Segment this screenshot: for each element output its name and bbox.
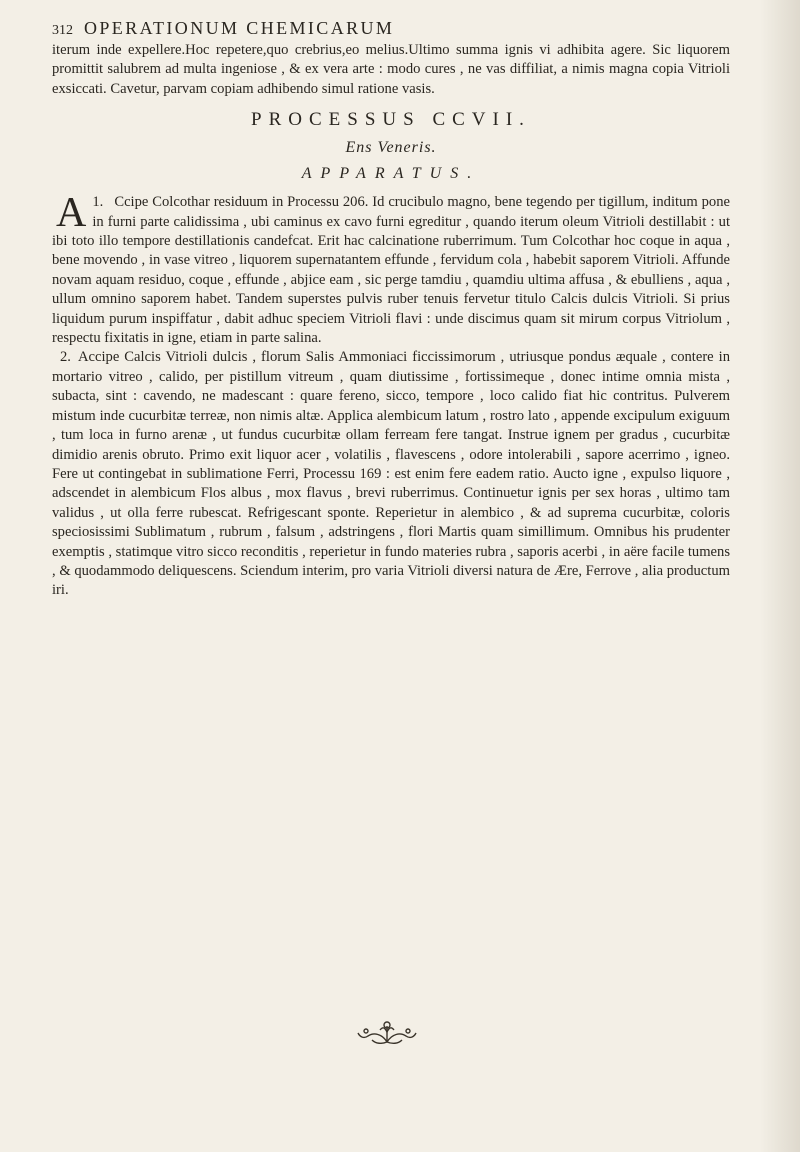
apparatus-heading: APPARATUS. xyxy=(301,165,481,183)
floral-ornament-icon xyxy=(352,1020,422,1046)
process-heading: PROCESSUS CCVII. xyxy=(251,109,531,131)
paragraph-text: Accipe Calcis Vitrioli dulcis , florum Salis Ammoniaci ficcissimorum , utriusque pondus æquale , contere in mortario vitreo , calido, per pistillum vitreum , quam diutissime , fortissimeque , donec intime omnia mista , subacta, sint : cavendo, ne madescant : quare fereno, sicco, tempore , loco calido fiat hic contritus. Pulverem mistum inde cucurbitæ terreæ, non nimis altæ. Applica alembicum latum , rostro lato , appende excipulum exiguum , tum loca in furno arenæ , ut fundus cucurbitæ ollam ferream fere tangat. Instrue ignem per gradus , cucurbitæ dimidio arenis obruto. Primo exit liquor acer , volatilis , flavescens , odore intolerabili , sapore acerrimo , igneo. Fere ut contingebat in sublimatione Ferri, Processu 169 : est enim fere eadem ratio. Aucto igne , expulso liquore , adscendet in alembicum Flos albus , mox flavus , brevi ruberrimus. Continuetur ignis per sex horas , ultimo tam validus , ut olla ferre rubescat. Refrigescant sponte. Reperietur in alembico , & ad suprema cucurbitæ, coloris speciosissimi Sublimatum , rubrum , falsum , adstringens , flori Martis quam simillimum. Omnibus his prudenter exemptis , statimque vitro sicco reconditis , reperietur in fundo materies rubra , saporis acerbi , in aëre facile tumens , & quodammodo deliquescens. Sciendum interim, pro varia Vitrioli diversi natura de Ære, Ferrove , alia productum iri. xyxy=(52,349,730,599)
process-subtitle: Ens Veneris. xyxy=(345,139,437,157)
paragraph-2 xyxy=(52,348,730,600)
running-title: OPERATIONUM CHEMICARUM xyxy=(84,18,395,38)
paragraph-number: 2. xyxy=(60,349,71,366)
drop-cap: A xyxy=(56,190,87,237)
paragraph-number: 1. xyxy=(92,194,104,211)
intro-text: iterum inde expellere.Hoc repetere,quo crebrius,eo melius.Ultimo summa ignis vi adhibita agere. Sic liquorem promittit salubrem ad multa ingeniose , & ex vera arte : modo cures , ne vas diffiliat, a nimis magna copia Vitrioli exsiccati. Cavetur, parvam copiam adhibendo simul ratione vasis. xyxy=(52,42,730,97)
running-head xyxy=(52,18,730,39)
page-edge-shadow xyxy=(760,0,800,1152)
paragraph-1 xyxy=(52,190,730,348)
paragraph-text: Ccipe Colcothar residuum in Processu 206. Id crucibulo magno, bene tegendo per tigillum, inditum pone in furni parte calidissima , ubi caminus ex cavo furni egreditur , quando iterum oleum Vitrioli destillabit : ut ibi toto illo tempore destillationis candefcat. Erit hac calcinatione ruberrimum. Tum Colcothar hoc coque in aqua , bene movendo , in vase vitreo , liquorem supernatantem effunde , fervidum cola , habebit saporem Vitrioli. Affunde novam aquam residuo, coque , effunde , abjice eam , sic perge tamdiu , quamdiu ultima affusa , & ebulliens , aqua , ullum omnino saporem habet. Tandem superstes pulvis ruber tenuis fervetur titulo Calcis dulcis Vitrioli. Si prius liquidum purum inspiffatur , dabit adhuc speciem Vitrioli flavi : unde discimus quam sit mirum corpus Vitriolum , respectu fixitatis in igne, etiam in parte salina. xyxy=(52,194,730,347)
page-number: 312 xyxy=(52,23,73,38)
